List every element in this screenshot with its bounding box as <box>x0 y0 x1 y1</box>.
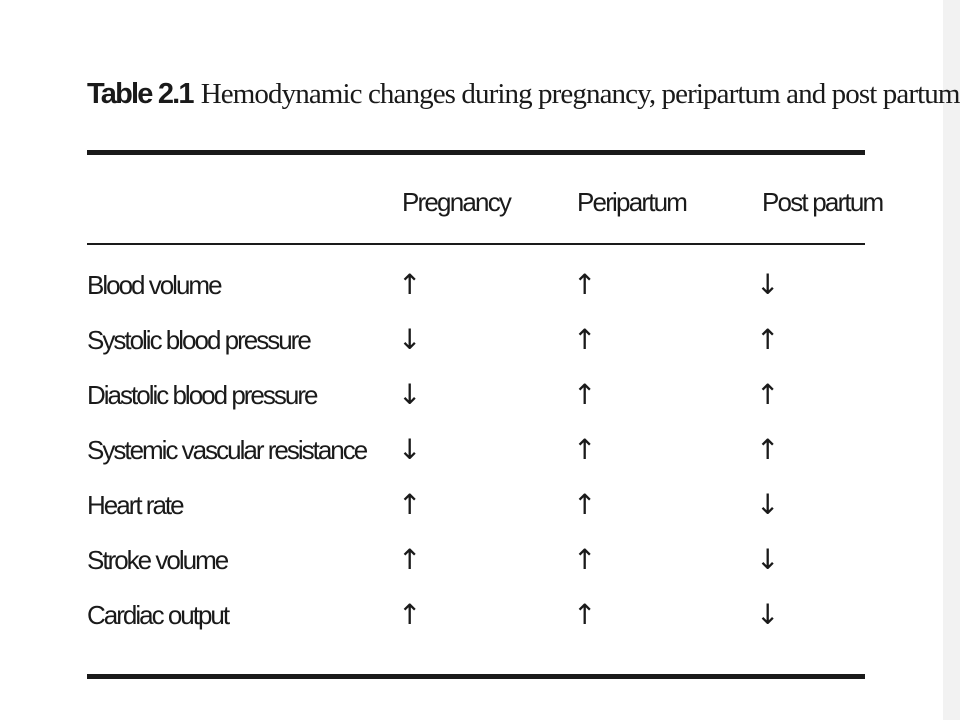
arrow-up-icon: ↑ <box>573 323 597 356</box>
arrow-up-icon: ↑ <box>398 543 422 576</box>
row-label: Systemic vascular resistance <box>87 435 367 465</box>
arrow-up-icon: ↑ <box>756 433 780 466</box>
arrow-up-icon: ↑ <box>573 268 597 301</box>
arrow-up-icon: ↑ <box>573 433 597 466</box>
arrow-up-icon: ↑ <box>398 268 422 301</box>
table-title: Hemodynamic changes during pregnancy, peripartum and post partum <box>200 78 960 110</box>
arrow-up-icon: ↑ <box>573 488 597 521</box>
arrow-down-icon: ↓ <box>398 323 422 356</box>
arrow-down-icon: ↓ <box>398 433 422 466</box>
row-label: Blood volume <box>87 270 221 300</box>
row-label: Diastolic blood pressure <box>87 380 317 410</box>
arrow-up-icon: ↑ <box>573 598 597 631</box>
table-label: Table 2.1 <box>87 78 193 110</box>
arrow-up-icon: ↑ <box>573 543 597 576</box>
table-row <box>0 540 960 580</box>
row-label: Stroke volume <box>87 545 228 575</box>
table-caption <box>87 72 960 116</box>
row-label: Heart rate <box>87 490 183 520</box>
table-header-rule <box>87 243 865 245</box>
arrow-up-icon: ↑ <box>756 378 780 411</box>
arrow-down-icon: ↓ <box>756 543 780 576</box>
table-row <box>0 375 960 415</box>
column-header-pregnancy: Pregnancy <box>402 187 511 217</box>
arrow-up-icon: ↑ <box>573 378 597 411</box>
arrow-up-icon: ↑ <box>756 323 780 356</box>
arrow-down-icon: ↓ <box>398 378 422 411</box>
table-bottom-rule <box>87 674 865 679</box>
arrow-up-icon: ↑ <box>398 488 422 521</box>
row-label: Systolic blood pressure <box>87 325 310 355</box>
arrow-down-icon: ↓ <box>756 488 780 521</box>
row-label: Cardiac output <box>87 600 229 630</box>
table-row <box>0 595 960 635</box>
table-top-rule <box>87 150 865 155</box>
arrow-down-icon: ↓ <box>756 268 780 301</box>
table-row <box>0 265 960 305</box>
arrow-down-icon: ↓ <box>756 598 780 631</box>
column-header-post-partum: Post partum <box>762 187 883 217</box>
arrow-up-icon: ↑ <box>398 598 422 631</box>
table-row <box>0 430 960 470</box>
column-header-peripartum: Peripartum <box>577 187 687 217</box>
table-row <box>0 320 960 360</box>
table-row <box>0 485 960 525</box>
